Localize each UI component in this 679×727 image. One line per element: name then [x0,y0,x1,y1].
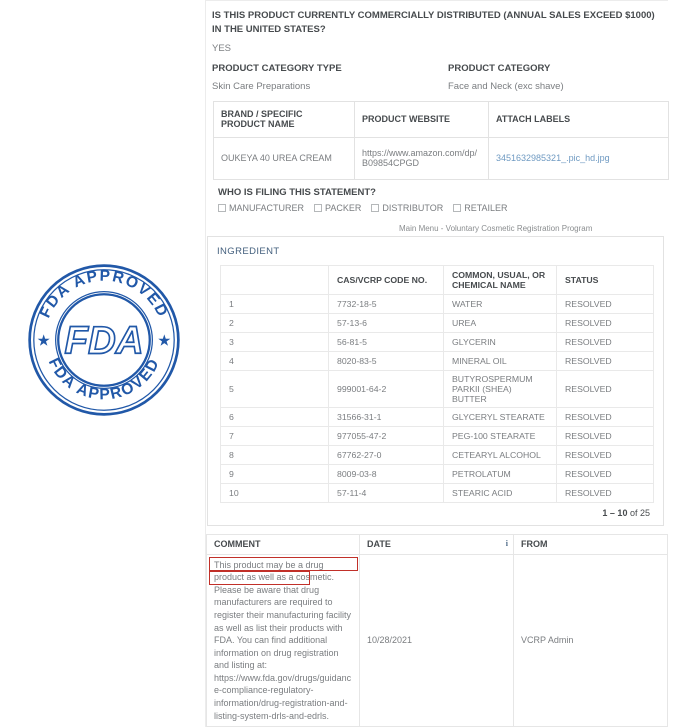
ingredient-status: RESOLVED [557,370,654,407]
category-value: Face and Neck (exc shave) [448,80,564,92]
ingredient-name: PETROLATUM [444,464,557,483]
ingredient-panel-title: INGREDIENT [217,245,280,257]
pagination [220,503,654,524]
category-row [212,63,664,92]
info-icon[interactable]: i [505,538,508,548]
status-header: STATUS [557,265,654,294]
checkbox-icon[interactable] [453,204,461,212]
pagination-total: of 25 [629,507,650,518]
ingredient-name: GLYCERYL STEARATE [444,407,557,426]
brand-table [213,101,669,180]
category-block [448,63,564,92]
filing-question: WHO IS FILING THIS STATEMENT? [218,186,376,198]
ingredient-name: CETEARYL ALCOHOL [444,445,557,464]
from-header: FROM [514,534,668,554]
checkbox-icon[interactable] [218,204,226,212]
ingredient-cas: 8020-83-5 [329,351,444,370]
ingredient-status: RESOLVED [557,313,654,332]
product-website-header: PRODUCT WEBSITE [355,101,489,137]
comment-cell [207,554,360,727]
ingredient-num: 7 [221,426,329,445]
comment-header: COMMENT [207,534,360,554]
attach-labels-header: ATTACH LABELS [489,101,669,137]
comment-date: 10/28/2021 [360,554,514,727]
brand-table-row [214,137,669,179]
ingredient-row [221,332,654,351]
ingredient-index-header [221,265,329,294]
brand-name-header: BRAND / SPECIFIC PRODUCT NAME [214,101,355,137]
star-icon: ★ [158,333,171,349]
checkbox-distributor[interactable] [371,203,443,213]
ingredient-status: RESOLVED [557,351,654,370]
breadcrumb: Main Menu - Voluntary Cosmetic Registration Program [399,223,593,233]
ingredient-num: 3 [221,332,329,351]
brand-table-header-row [214,101,669,137]
ingredient-cas: 56-81-5 [329,332,444,351]
ingredient-row [221,370,654,407]
ingredient-panel [207,236,664,526]
ingredient-row [221,351,654,370]
pagination-range: 1 – 10 [602,507,628,518]
filing-section [212,180,664,213]
ingredient-num: 1 [221,294,329,313]
checkbox-packer[interactable] [314,203,361,213]
checkbox-manufacturer[interactable] [218,203,304,213]
stamp-top-text: FDA APPROVED [36,267,172,321]
checkbox-label: PACKER [325,202,362,213]
checkbox-label: MANUFACTURER [229,202,305,213]
ingredient-num: 9 [221,464,329,483]
ingredient-name: UREA [444,313,557,332]
fda-stamp-graphic [26,262,182,418]
ingredient-cas: 67762-27-0 [329,445,444,464]
fda-logo: FDA [64,319,144,363]
ingredient-cas: 7732-18-5 [329,294,444,313]
ingredient-cas: 999001-64-2 [329,370,444,407]
ingredient-status: RESOLVED [557,483,654,502]
ingredient-num: 2 [221,313,329,332]
ingredient-num: 4 [221,351,329,370]
ingredient-cas: 31566-31-1 [329,407,444,426]
ingredient-status: RESOLVED [557,294,654,313]
ingredient-table [220,265,654,503]
ingredient-num: 6 [221,407,329,426]
ingredient-cas: 57-11-4 [329,483,444,502]
vcrp-screenshot [205,0,668,727]
checkbox-label: DISTRIBUTOR [382,202,444,213]
ingredient-name: BUTYROSPERMUM PARKII (SHEA) BUTTER [444,370,557,407]
ingredient-name: GLYCERIN [444,332,557,351]
category-type-block [212,63,448,92]
ingredient-header-row [221,265,654,294]
ingredient-cas: 8009-03-8 [329,464,444,483]
ingredient-status: RESOLVED [557,426,654,445]
ingredient-row [221,426,654,445]
comment-table [206,534,668,727]
distribution-question: IS THIS PRODUCT CURRENTLY COMMERCIALLY DISTRIBUTED (ANNUAL SALES EXCEED $1000) IN THE UNITED STATES? [212,10,655,35]
ingredient-row [221,445,654,464]
category-type-value: Skin Care Preparations [212,80,311,92]
star-icon: ★ [37,333,50,349]
comment-text: This product may be a drug product as well as a cosmetic. Please be aware that drug manufacturers are required to register their manufacturing facility as well as list their products with FDA. You can find additional information on drug registration and listing at: https://www.fda.gov/drugs/guidance-compliance-regulatory-information/drug-registration-and-listing-system-drls-and-edrls. [214,559,352,721]
ingredient-status: RESOLVED [557,445,654,464]
filing-options [218,203,664,213]
ingredient-name: MINERAL OIL [444,351,557,370]
ingredient-cas: 977055-47-2 [329,426,444,445]
ingredient-row [221,294,654,313]
fda-approved-stamp [26,262,182,418]
ingredient-row [221,407,654,426]
ingredient-status: RESOLVED [557,464,654,483]
ingredient-num: 5 [221,370,329,407]
checkbox-icon[interactable] [371,204,379,212]
product-website-value: https://www.amazon.com/dp/B09854CPGD [355,137,489,179]
comment-row [207,554,668,727]
checkbox-retailer[interactable] [453,203,507,213]
ingredient-row [221,313,654,332]
category-type-label: PRODUCT CATEGORY TYPE [212,62,342,74]
checkbox-icon[interactable] [314,204,322,212]
ingredient-status: RESOLVED [557,407,654,426]
comment-from: VCRP Admin [514,554,668,727]
date-header [360,534,514,554]
checkbox-label: RETAILER [464,202,508,213]
category-label: PRODUCT CATEGORY [448,62,551,74]
distribution-section [206,0,668,213]
attach-label-link[interactable]: 3451632985321_.pic_hd.jpg [496,153,610,164]
ingredient-num: 10 [221,483,329,502]
date-header-label: DATE [367,538,391,549]
cas-code-header: CAS/VCRP CODE NO. [329,265,444,294]
ingredient-name: WATER [444,294,557,313]
ingredient-cas: 57-13-6 [329,313,444,332]
ingredient-row [221,464,654,483]
distribution-answer: YES [212,42,232,54]
stamp-bottom-text: FDA APPROVED [44,355,164,404]
ingredient-num: 8 [221,445,329,464]
chemical-name-header: COMMON, USUAL, OR CHEMICAL NAME [444,265,557,294]
comment-header-row [207,534,668,554]
ingredient-status: RESOLVED [557,332,654,351]
ingredient-name: PEG-100 STEARATE [444,426,557,445]
ingredient-name: STEARIC ACID [444,483,557,502]
brand-name-value: OUKEYA 40 UREA CREAM [214,137,355,179]
ingredient-row [221,483,654,502]
